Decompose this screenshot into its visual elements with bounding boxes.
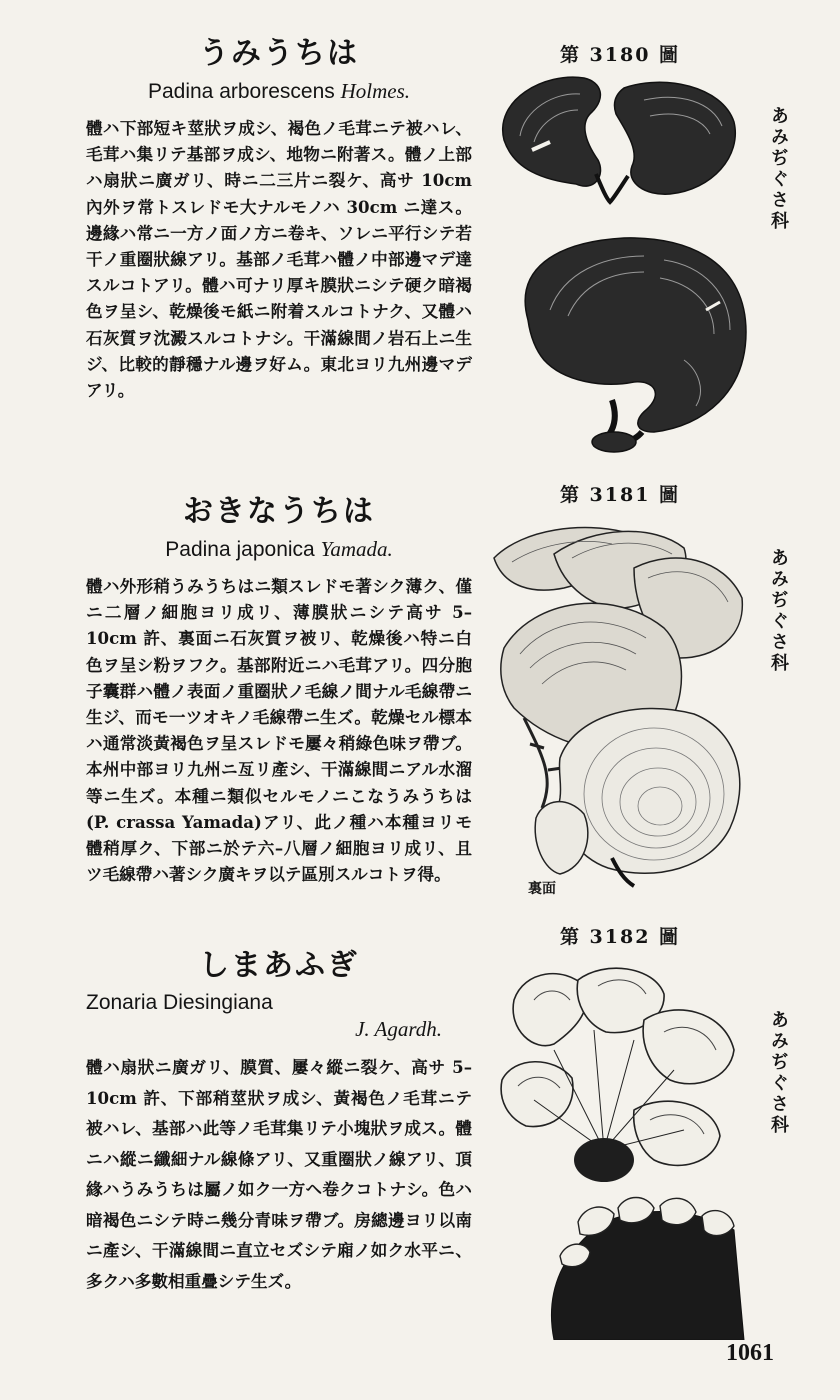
scientific-name-genus-species: Padina japonica [165,538,315,561]
entry-description: 體ハ外形稍うみうちはニ類スレドモ著シク薄ク、僅ニ二層ノ細胞ヨリ成リ、薄膜狀ニシテ高サ 5–10cm 許、裏面ニ石灰質ヲ被リ、乾燥後ハ特ニ白色ヲ呈シ粉ヲフク。基部附近ニハ毛茸アリ。四分胞子囊群ハ體ノ表面ノ重圈狀ノ毛線ノ間ナル毛線帶ニ生ジ、而モ一ツオキノ毛線帶ニ生ズ。乾燥セル標本ハ通常淡黃褐色ヲ呈スレドモ屢々稍綠色味ヲ帶ブ。本州中部ヨリ九州ニ亙リ產シ、干滿線間ニアル水溜等ニ生ズ。本種ニ類似セルモノニこなうみうちは(P. crassa Yamada)アリ、此ノ種ハ本種ヨリモ體稍厚ク、下部ニ於テ六–八層ノ細胞ヨリ成リ、且ツ毛線帶ハ著シク廣キヲ以テ區別スルコトヲ得。 [86,576,472,885]
entry-umiuchiwa [86,34,472,403]
family-label: あみぢぐさ科 [768,106,789,232]
family-label: あみぢぐさ科 [768,548,789,674]
scientific-name-genus-species: Padina arborescens [147,80,335,103]
scientific-name [86,78,472,105]
scientific-name-genus-species: Zonaria Diesingiana [86,991,273,1014]
scientific-name [86,990,472,1042]
entry-description: 體ハ下部短キ莖狀ヲ成シ、褐色ノ毛茸ニテ被ハレ、毛茸ハ集リテ基部ヲ成シ、地物ニ附著ス。體ノ上部ハ扇狀ニ廣ガリ、時ニ二三片ニ裂ケ、高サ 10cm 內外ヲ常トスレドモ大ナルモノハ 30cm ニ達ス。邊緣ハ常ニ一方ノ面ノ方ニ卷キ、ソレニ平行シテ若干ノ重圈狀線アリ。基部ノ毛茸ハ體ノ中部邊マデ達スルコトアリ。體ハ可ナリ厚キ膜狀ニシテ硬ク暗褐色ヲ呈シ、乾燥後モ紙ニ附着スルコトナク、又體ハ石灰質ヲ沈澱スルコトナシ。干滿線間ノ岩石上ニ生ジ、比較的靜穩ナル邊ヲ好ム。東北ヨリ九州邊マデアリ。 [86,118,472,401]
scientific-name-author: Yamada. [320,537,393,561]
family-label: あみぢぐさ科 [768,1010,789,1136]
scientific-name-author: J. Agardh. [355,1017,442,1041]
padina-arborescens-illustration [484,70,756,462]
entry-shimaaougi [86,946,472,1296]
entry-okinauchiwa [86,492,472,887]
scientific-name-author: Holmes. [340,79,411,103]
padina-japonica-illustration [484,518,756,890]
figure-caption-underside: 裏面 [528,881,556,897]
figure-label-3180: 第 3180 圖 [559,44,681,66]
entry-title: しまあふぎ [199,948,359,983]
figure-label-3182: 第 3182 圖 [559,926,681,948]
scientific-name [86,536,472,563]
entry-description: 體ハ扇狀ニ廣ガリ、膜質、屢々縱ニ裂ケ、高サ 5–10cm 許、下部稍莖狀ヲ成シ、黃褐色ノ毛茸ニテ被ハレ、基部ハ此等ノ毛茸集リテ小塊狀ヲ成ス。體ニハ縱ニ纖細ナル線條アリ、又重圈狀ノ線アリ、頂緣ハうみうちは屬ノ如ク一方ヘ卷クコトナシ。色ハ暗褐色ニシテ時ニ幾分青味ヲ帶ブ。房總邊ヨリ以南ニ產シ、干滿線間ニ直立セズシテ廂ノ如ク水平ニ、多クハ多數相重疊シテ生ズ。 [86,1057,472,1291]
figure-label-3181: 第 3181 圖 [559,484,681,506]
page-number: 1061 [726,1340,774,1366]
entry-title: おきなうちは [183,494,375,529]
zonaria-diesingiana-illustration [494,960,754,1340]
entry-title: うみうちは [199,36,359,71]
